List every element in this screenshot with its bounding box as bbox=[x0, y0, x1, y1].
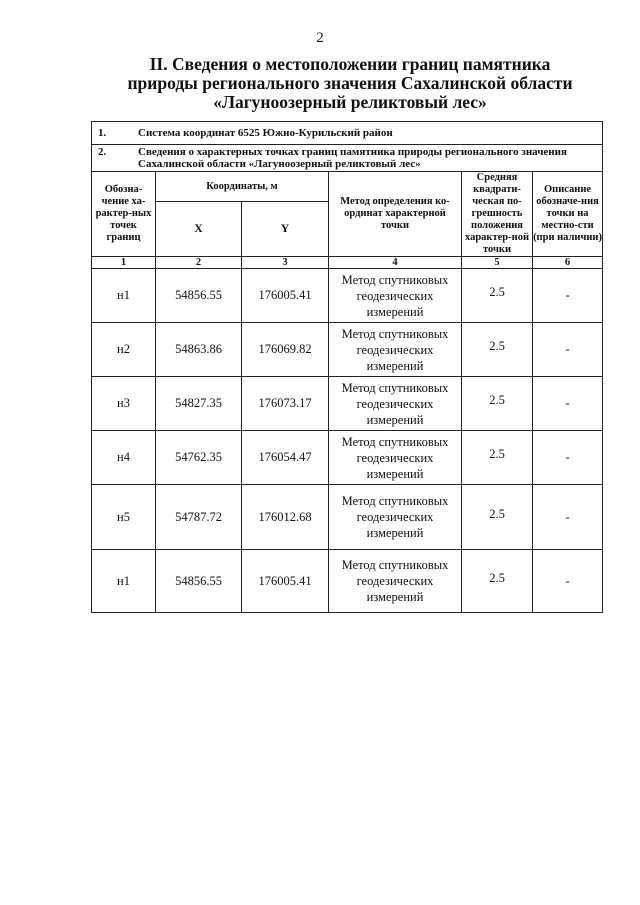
coordinate-y: 176069.82 bbox=[242, 323, 329, 377]
coordinate-y: 176073.17 bbox=[242, 377, 329, 431]
description-cell: - bbox=[533, 485, 603, 550]
section-2-text: Сведения о характерных точках границ памятника природы регионального значения Сахалинской области «Лагуноозерный реликтовый лес» bbox=[138, 146, 567, 170]
boundary-points-table bbox=[91, 121, 603, 613]
title-line-2: природы регионального значения Сахалинской области bbox=[127, 73, 573, 93]
section-1-row bbox=[92, 122, 603, 145]
column-number: 4 bbox=[329, 257, 462, 269]
coordinate-x: 54762.35 bbox=[156, 431, 242, 485]
description-cell: - bbox=[533, 431, 603, 485]
column-number: 2 bbox=[156, 257, 242, 269]
section-2-row bbox=[92, 145, 603, 172]
description-cell: - bbox=[533, 269, 603, 323]
header-description: Описание обозначе-ния точки на местно-сти (при наличии) bbox=[533, 172, 603, 257]
coordinate-x: 54787.72 bbox=[156, 485, 242, 550]
mse-cell: 2.5 bbox=[462, 377, 533, 431]
column-number-row bbox=[92, 257, 603, 269]
coordinate-y: 176012.68 bbox=[242, 485, 329, 550]
table-row bbox=[92, 377, 603, 431]
point-designation: н1 bbox=[92, 269, 156, 323]
title-line-3: «Лагуноозерный реликтовый лес» bbox=[213, 92, 487, 112]
method-cell: Метод спутниковых геодезических измерений bbox=[329, 269, 462, 323]
section-2-number: 2. bbox=[98, 146, 107, 158]
description-cell: - bbox=[533, 550, 603, 613]
coordinate-y: 176005.41 bbox=[242, 550, 329, 613]
table-header-row bbox=[92, 172, 603, 202]
method-cell: Метод спутниковых геодезических измерений bbox=[329, 550, 462, 613]
coordinate-y: 176054.47 bbox=[242, 431, 329, 485]
header-coordinates: Координаты, м bbox=[156, 172, 329, 202]
coordinate-y: 176005.41 bbox=[242, 269, 329, 323]
point-designation: н3 bbox=[92, 377, 156, 431]
section-1-number: 1. bbox=[98, 127, 107, 139]
mse-cell: 2.5 bbox=[462, 550, 533, 613]
header-mse: Средняя квадрати-ческая по-грешность положения характер-ной точки bbox=[462, 172, 533, 257]
table-row bbox=[92, 485, 603, 550]
title-line-1: II. Сведения о местоположении границ памятника bbox=[149, 54, 551, 74]
description-cell: - bbox=[533, 377, 603, 431]
coordinate-x: 54856.55 bbox=[156, 550, 242, 613]
document-title bbox=[60, 55, 640, 112]
column-number: 5 bbox=[462, 257, 533, 269]
page-number: 2 bbox=[316, 30, 324, 46]
header-method: Метод определения ко-ординат характерной точки bbox=[329, 172, 462, 257]
method-cell: Метод спутниковых геодезических измерений bbox=[329, 323, 462, 377]
table-row bbox=[92, 550, 603, 613]
mse-cell: 2.5 bbox=[462, 323, 533, 377]
mse-cell: 2.5 bbox=[462, 485, 533, 550]
header-x: X bbox=[156, 202, 242, 257]
point-designation: н4 bbox=[92, 431, 156, 485]
method-cell: Метод спутниковых геодезических измерений bbox=[329, 485, 462, 550]
header-designation: Обозна-чение ха-рактер-ных точек границ bbox=[92, 172, 156, 257]
table-row bbox=[92, 431, 603, 485]
mse-cell: 2.5 bbox=[462, 269, 533, 323]
method-cell: Метод спутниковых геодезических измерений bbox=[329, 431, 462, 485]
coordinate-x: 54856.55 bbox=[156, 269, 242, 323]
column-number: 1 bbox=[92, 257, 156, 269]
section-1-text: Система координат 6525 Южно-Курильский район bbox=[138, 127, 393, 139]
method-cell: Метод спутниковых геодезических измерений bbox=[329, 377, 462, 431]
point-designation: н5 bbox=[92, 485, 156, 550]
mse-cell: 2.5 bbox=[462, 431, 533, 485]
point-designation: н2 bbox=[92, 323, 156, 377]
coordinate-x: 54827.35 bbox=[156, 377, 242, 431]
coordinate-x: 54863.86 bbox=[156, 323, 242, 377]
table-row bbox=[92, 323, 603, 377]
column-number: 3 bbox=[242, 257, 329, 269]
column-number: 6 bbox=[533, 257, 603, 269]
description-cell: - bbox=[533, 323, 603, 377]
header-y: Y bbox=[242, 202, 329, 257]
table-row bbox=[92, 269, 603, 323]
point-designation: н1 bbox=[92, 550, 156, 613]
